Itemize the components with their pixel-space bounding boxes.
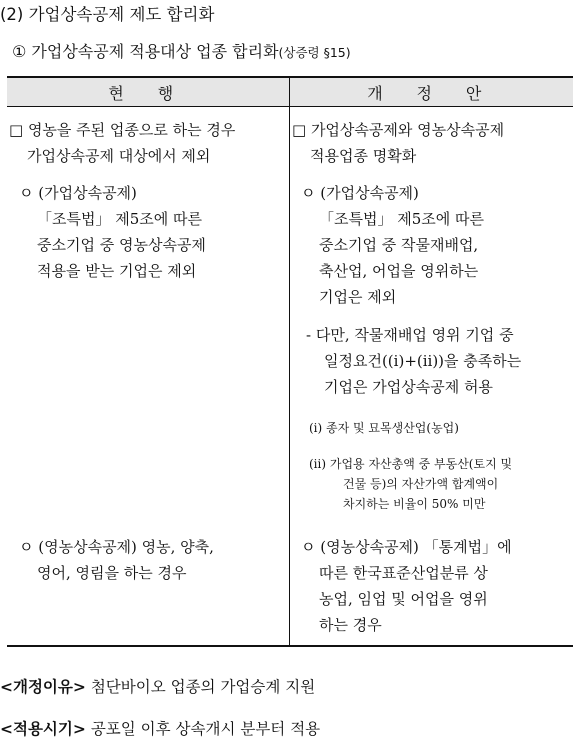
statute-reference: (상증령 §15) [278, 45, 351, 60]
current-summary: □ 영농을 주된 업종으로 하는 경우 가업상속공제 대상에서 제외 [9, 121, 236, 165]
revised-item-yeongnong: ㅇ (영농상속공제) 「통계법」에 따른 한국표준산업분류 상 농업, 임업 및 어업을 영위 하는 경우 [301, 538, 512, 634]
column-divider [289, 78, 290, 645]
comparison-table [7, 76, 573, 647]
effective-date-label: <적용시기> [0, 720, 86, 738]
revision-reason-text: 첨단바이오 업종의 가업승계 지원 [90, 678, 316, 696]
column-header-revised: 개 정 안 [367, 84, 496, 103]
revision-reason [0, 675, 315, 697]
subsection-title: ① 가업상속공제 적용대상 업종 합리화 [12, 42, 279, 61]
revised-summary: □ 가업상속공제와 영농상속공제 적용업종 명확화 [292, 121, 505, 165]
revised-condition-1: (ⅰ) 종자 및 묘목생산업(농업) [309, 421, 459, 435]
subsection-heading [12, 39, 351, 62]
effective-date [0, 717, 320, 739]
revised-item-gaup: ㅇ (가업상속공제) 「조특법」 제5조에 따른 중소기업 중 작물재배업, 축산업, 어업을 영위하는 기업은 제외 [301, 184, 485, 306]
current-item-gaup: ㅇ (가업상속공제) 「조특법」 제5조에 따른 중소기업 중 영농상속공제 적용을 받는 기업은 제외 [19, 184, 206, 280]
table-header-row [7, 78, 573, 107]
column-header-current: 현 행 [108, 84, 188, 103]
section-heading: (2) 가업상속공제 제도 합리화 [0, 5, 215, 24]
effective-date-text: 공포일 이후 상속개시 분부터 적용 [90, 720, 321, 738]
revised-condition-2: (ⅱ) 가업용 자산총액 중 부동산(토지 및 건물 등)의 자산가액 합계액이 차지하는 비율이 50% 미만 [309, 457, 513, 511]
revision-reason-label: <개정이유> [0, 678, 86, 696]
revised-exception: - 다만, 작물재배업 영위 기업 중 일정요건((ⅰ)+(ⅱ))을 충족하는 기업은 가업상속공제 허용 [306, 326, 522, 396]
current-item-yeongnong: ㅇ (영농상속공제) 영농, 양축, 영어, 영림을 하는 경우 [19, 538, 214, 582]
